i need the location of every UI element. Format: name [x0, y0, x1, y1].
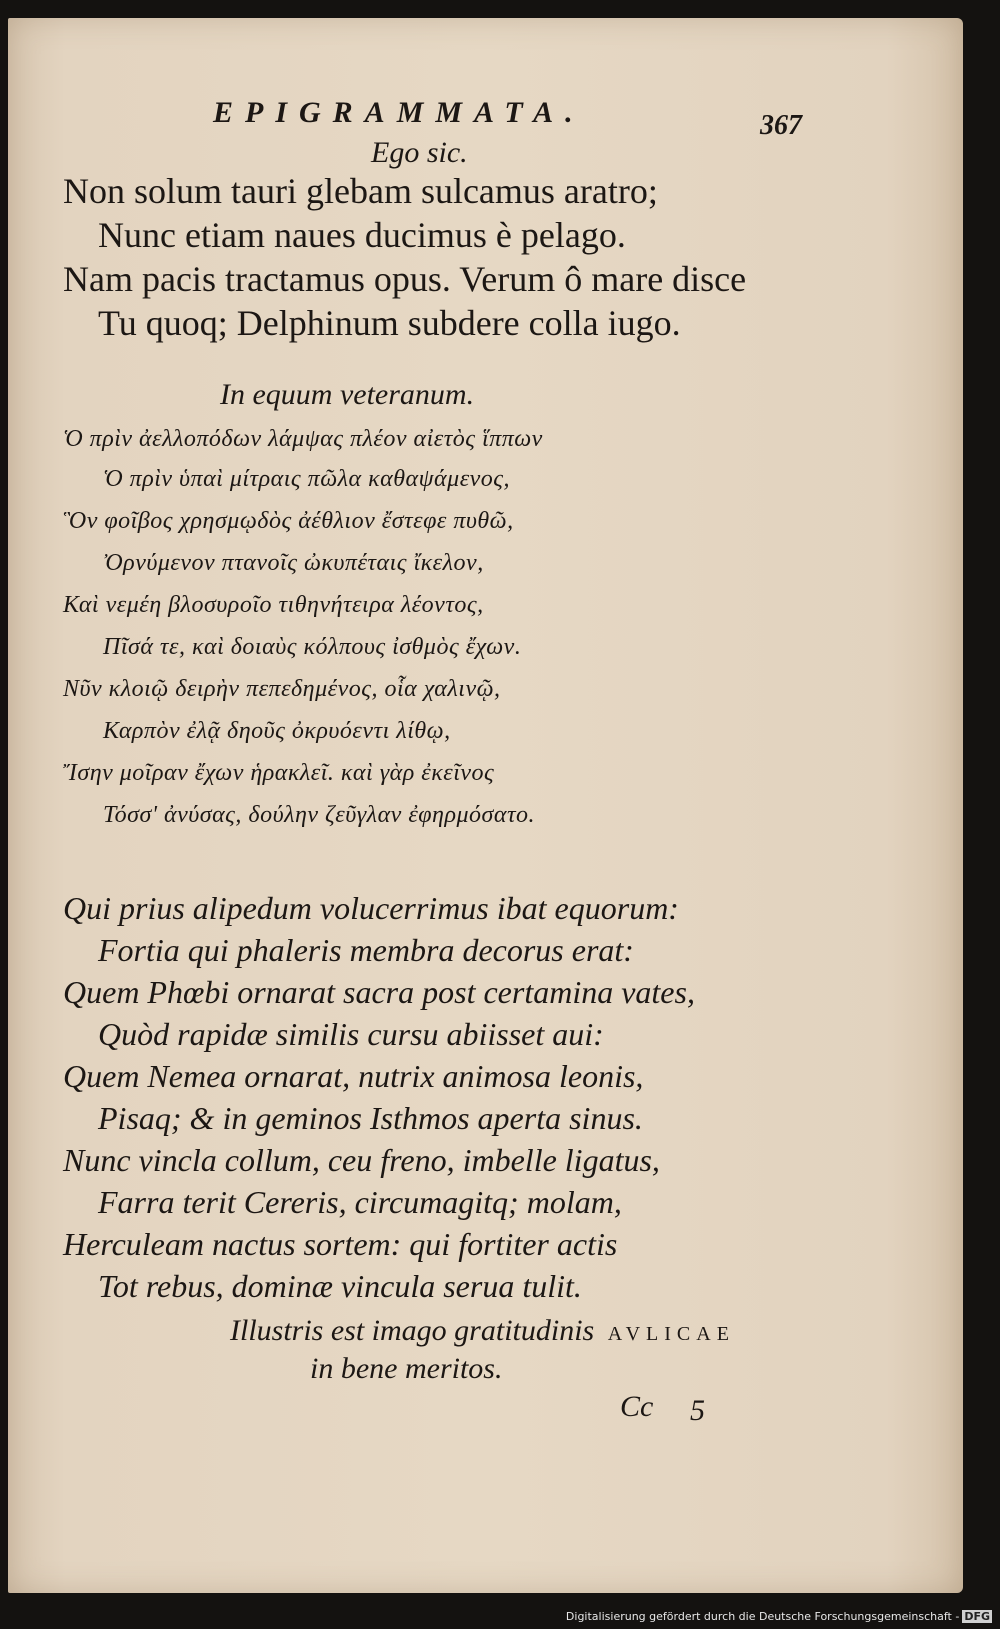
greek-line: Τόσσ' ἀνύσας, δούλην ζεῦγλαν ἐφηρμόσατο.: [103, 802, 536, 828]
poem1-subtitle: Ego sic.: [371, 136, 468, 169]
greek-line: Καρπὸν ἐλᾷ δηοῦς ὀκρυόεντι λίθῳ,: [103, 718, 451, 744]
latin-line: Tot rebus, dominæ vincula serua tulit.: [98, 1268, 582, 1304]
note-line-1: [230, 1314, 735, 1348]
greek-line: Ὃν φοῖβος χρησμῳδὸς ἀέθλιον ἔστεφε πυθῶ,: [63, 508, 514, 534]
verse-line: Tu quoq; Delphinum subdere colla iugo.: [98, 303, 681, 343]
greek-line: Ὁ πρὶν ὑπαὶ μίτραις πῶλα καθαψάμενος,: [103, 466, 511, 492]
greek-line: Πῖσά τε, καὶ δοιαὺς κόλπους ἰσθμὸς ἔχων.: [103, 634, 522, 660]
page-number: 367: [760, 110, 802, 141]
greek-line: Καὶ νεμέη βλοσυροῖο τιθηνήτειρα λέοντος,: [63, 592, 484, 618]
signature-mark: Cc: [620, 1390, 654, 1423]
latin-line: Quòd rapidæ similis cursu abiisset aui:: [98, 1016, 604, 1052]
greek-line: Ὁ πρὶν ἀελλοπόδων λάμψας πλέον αἰετὸς ἵππων: [63, 426, 543, 452]
book-page: [8, 18, 963, 1593]
poem2-title: In equum veteranum.: [220, 378, 475, 411]
digitization-footer: [566, 1610, 992, 1623]
latin-line: Quem Nemea ornarat, nutrix animosa leonis,: [63, 1058, 644, 1094]
greek-line: Ἴσην μοῖραν ἔχων ἡρακλεῖ. καὶ γὰρ ἐκεῖνος: [63, 760, 495, 786]
latin-line: Pisaq; & in geminos Isthmos aperta sinus.: [98, 1100, 643, 1136]
latin-line: Fortia qui phaleris membra decorus erat:: [98, 932, 634, 968]
verse-line: Nunc etiam naues ducimus è pelago.: [98, 215, 626, 255]
note-italic-text: Illustris est imago gratitudinis: [230, 1314, 595, 1347]
footer-text: Digitalisierung gefördert durch die Deutsche Forschungsgemeinschaft -: [565, 1610, 960, 1623]
verse-line: Non solum tauri glebam sulcamus aratro;: [63, 171, 658, 211]
note-line-2: in bene meritos.: [310, 1352, 503, 1385]
latin-line: Quem Phœbi ornarat sacra post certamina vates,: [63, 974, 695, 1010]
latin-line: Herculeam nactus sortem: qui fortiter actis: [63, 1226, 618, 1262]
running-title: EPIGRAMMATA.: [213, 96, 585, 129]
note-caps: AVLICAE: [607, 1323, 735, 1345]
greek-line: Ὀρνύμενον πτανοῖς ὠκυπέταις ἴκελον,: [103, 550, 484, 576]
greek-line: Νῦν κλοιῷ δειρὴν πεπεδημένος, οἷα χαλινῷ,: [63, 676, 501, 702]
latin-line: Qui prius alipedum volucerrimus ibat equorum:: [63, 890, 679, 926]
verse-line: Nam pacis tractamus opus. Verum ô mare disce: [63, 259, 747, 299]
latin-line: Farra terit Cereris, circumagitq; molam,: [98, 1184, 622, 1220]
latin-line: Nunc vincla collum, ceu freno, imbelle ligatus,: [63, 1142, 660, 1178]
dfg-logo: DFG: [964, 1610, 990, 1623]
signature-number: 5: [690, 1394, 705, 1427]
